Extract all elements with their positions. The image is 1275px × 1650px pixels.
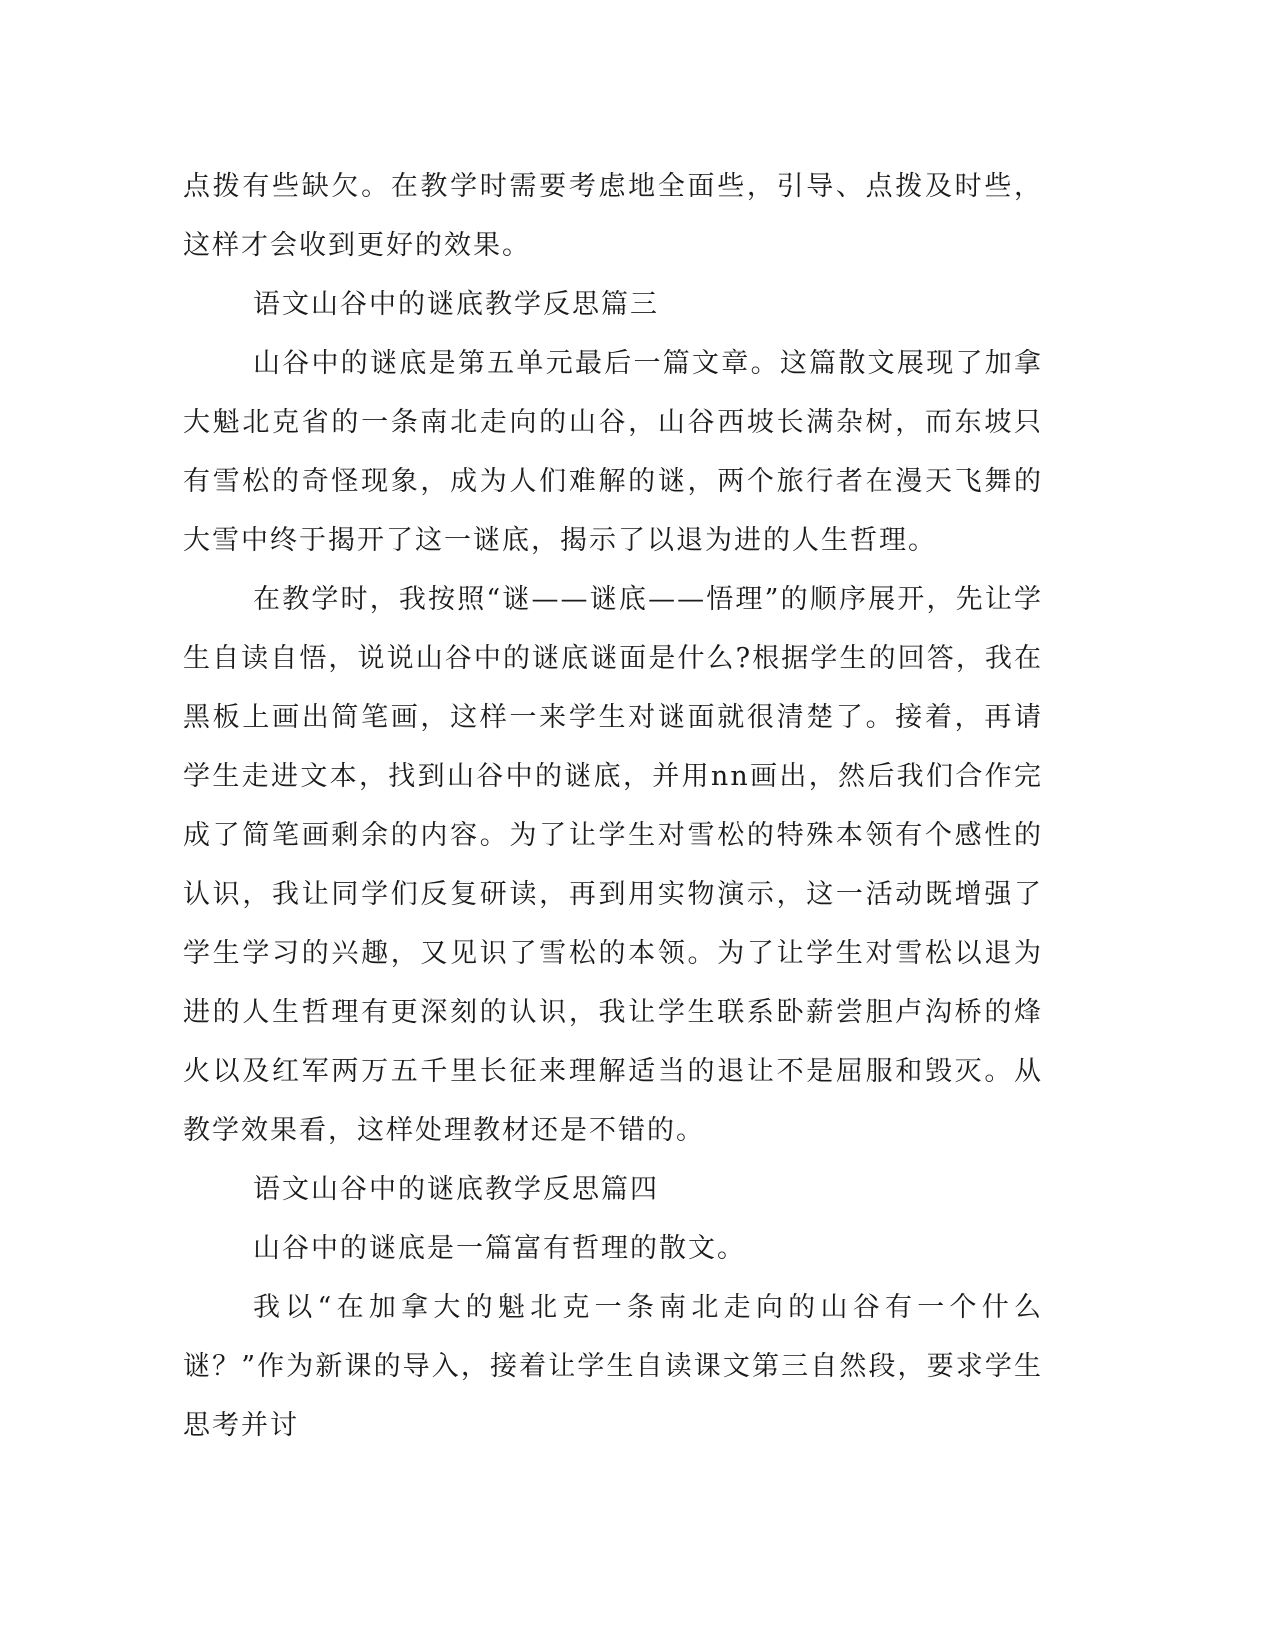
paragraph-continuation: 点拨有些缺欠。在教学时需要考虑地全面些，引导、点拨及时些，这样才会收到更好的效果。 [183,171,1043,261]
section-heading-4: 语文山谷中的谜底教学反思篇四 [253,1174,659,1205]
paragraph: 我以“在加拿大的魁北克一条南北走向的山谷有一个什么谜？”作为新课的导入，接着让学生自读课文第三自然段，要求学生思考并讨 [183,1292,1043,1441]
section-heading-3: 语文山谷中的谜底教学反思篇三 [253,289,659,320]
document-body [183,157,1043,1455]
paragraph: 山谷中的谜底是第五单元最后一篇文章。这篇散文展现了加拿大魁北克省的一条南北走向的山谷，山谷西坡长满杂树，而东坡只有雪松的奇怪现象，成为人们难解的谜，两个旅行者在漫天飞舞的大雪中终于揭开了这一谜底，揭示了以退为进的人生哲理。 [183,348,1043,556]
paragraph: 在教学时，我按照“谜——谜底——悟理”的顺序展开，先让学生自读自悟，说说山谷中的谜底谜面是什么?根据学生的回答，我在黑板上画出简笔画，这样一来学生对谜面就很清楚了。接着，再请学生走进文本，找到山谷中的谜底，并用nn画出，然后我们合作完成了简笔画剩余的内容。为了让学生对雪松的特殊本领有个感性的认识，我让同学们反复研读，再到用实物演示，这一活动既增强了学生学习的兴趣，又见识了雪松的本领。为了让学生对雪松以退为进的人生哲理有更深刻的认识，我让学生联系卧薪尝胆卢沟桥的烽火以及红军两万五千里长征来理解适当的退让不是屈服和毁灭。从教学效果看，这样处理教材还是不错的。 [183,584,1043,1146]
paragraph: 山谷中的谜底是一篇富有哲理的散文。 [253,1233,746,1264]
